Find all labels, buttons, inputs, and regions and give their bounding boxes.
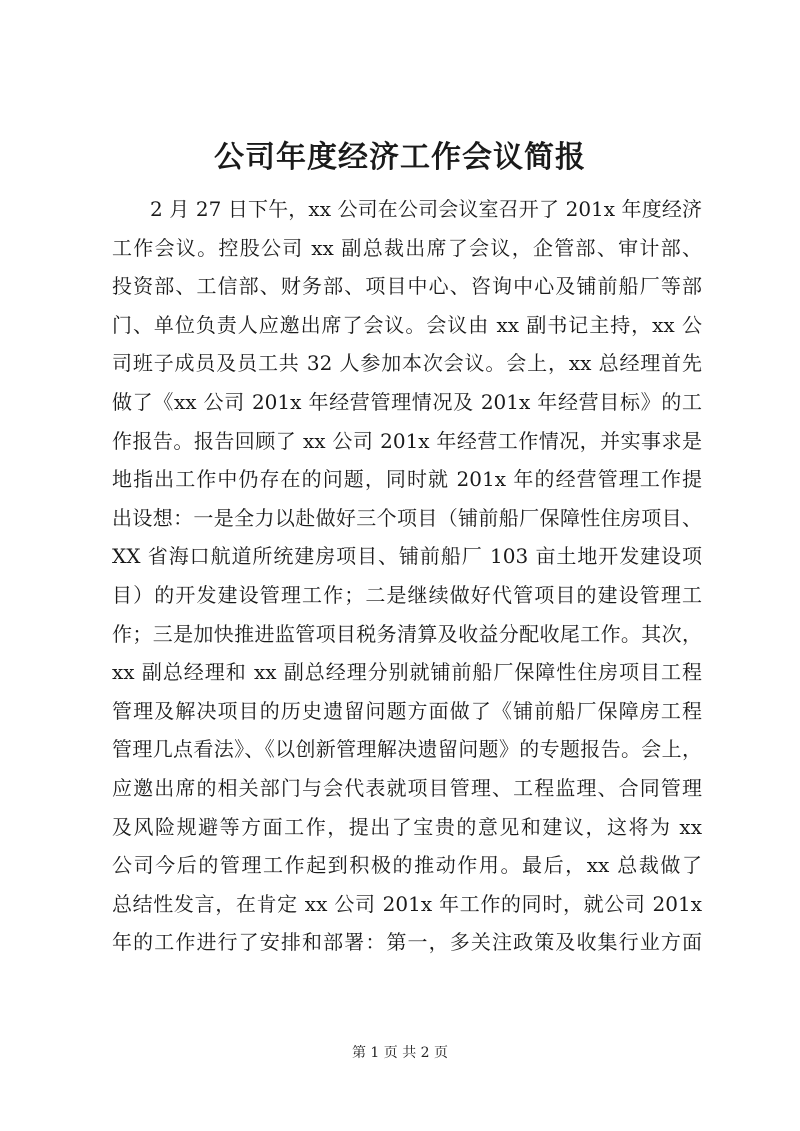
paragraph-line: 投资部、工信部、财务部、项目中心、咨询中心及铺前船厂等部 (112, 274, 702, 299)
paragraph-line: XX 省海口航道所统建房项目、铺前船厂 103 亩土地开发建设项 (112, 544, 702, 569)
body-paragraph (112, 190, 702, 962)
paragraph-line: 做了《xx 公司 201x 年经营管理情况及 201x 年经营目标》的工 (112, 389, 702, 414)
paragraph-line: 及风险规避等方面工作，提出了宝贵的意见和建议，这将为 xx (112, 814, 702, 839)
paragraph-line: 目）的开发建设管理工作；二是继续做好代管项目的建设管理工 (112, 582, 702, 607)
paragraph-line: 门、单位负责人应邀出席了会议。会议由 xx 副书记主持，xx 公 (112, 312, 702, 337)
page-indicator: 第 1 页 共 2 页 (351, 1045, 449, 1061)
paragraph-line: 管理及解决项目的历史遗留问题方面做了《铺前船厂保障房工程 (112, 698, 702, 723)
paragraph-line: 公司今后的管理工作起到积极的推动作用。最后，xx 总裁做了 (112, 853, 702, 878)
paragraph-line: 管理几点看法》、《以创新管理解决遗留问题》的专题报告。会上， (112, 737, 702, 762)
paragraph-line: 2 月 27 日下午，xx 公司在公司会议室召开了 201x 年度经济 (150, 197, 702, 221)
paragraph-line: 总结性发言，在肯定 xx 公司 201x 年工作的同时，就公司 201x (112, 891, 702, 916)
document-title: 公司年度经济工作会议简报 (214, 140, 586, 175)
paragraph-line: 作；三是加快推进监管项目税务清算及收益分配收尾工作。其次， (112, 621, 702, 646)
paragraph-line: 司班子成员及员工共 32 人参加本次会议。会上，xx 总经理首先 (112, 351, 702, 376)
paragraph-line: 年的工作进行了安排和部署：第一，多关注政策及收集行业方面 (112, 930, 702, 955)
paragraph-line: 地指出工作中仍存在的问题，同时就 201x 年的经营管理工作提 (112, 467, 702, 492)
paragraph-line: 作报告。报告回顾了 xx 公司 201x 年经营工作情况，并实事求是 (112, 428, 702, 453)
paragraph-line: 出设想：一是全力以赴做好三个项目（铺前船厂保障性住房项目、 (112, 505, 702, 530)
paragraph-line: 工作会议。控股公司 xx 副总裁出席了会议，企管部、审计部、 (112, 235, 702, 260)
paragraph-line: xx 副总经理和 xx 副总经理分别就铺前船厂保障性住房项目工程 (112, 660, 702, 685)
paragraph-line: 应邀出席的相关部门与会代表就项目管理、工程监理、合同管理 (112, 775, 702, 800)
